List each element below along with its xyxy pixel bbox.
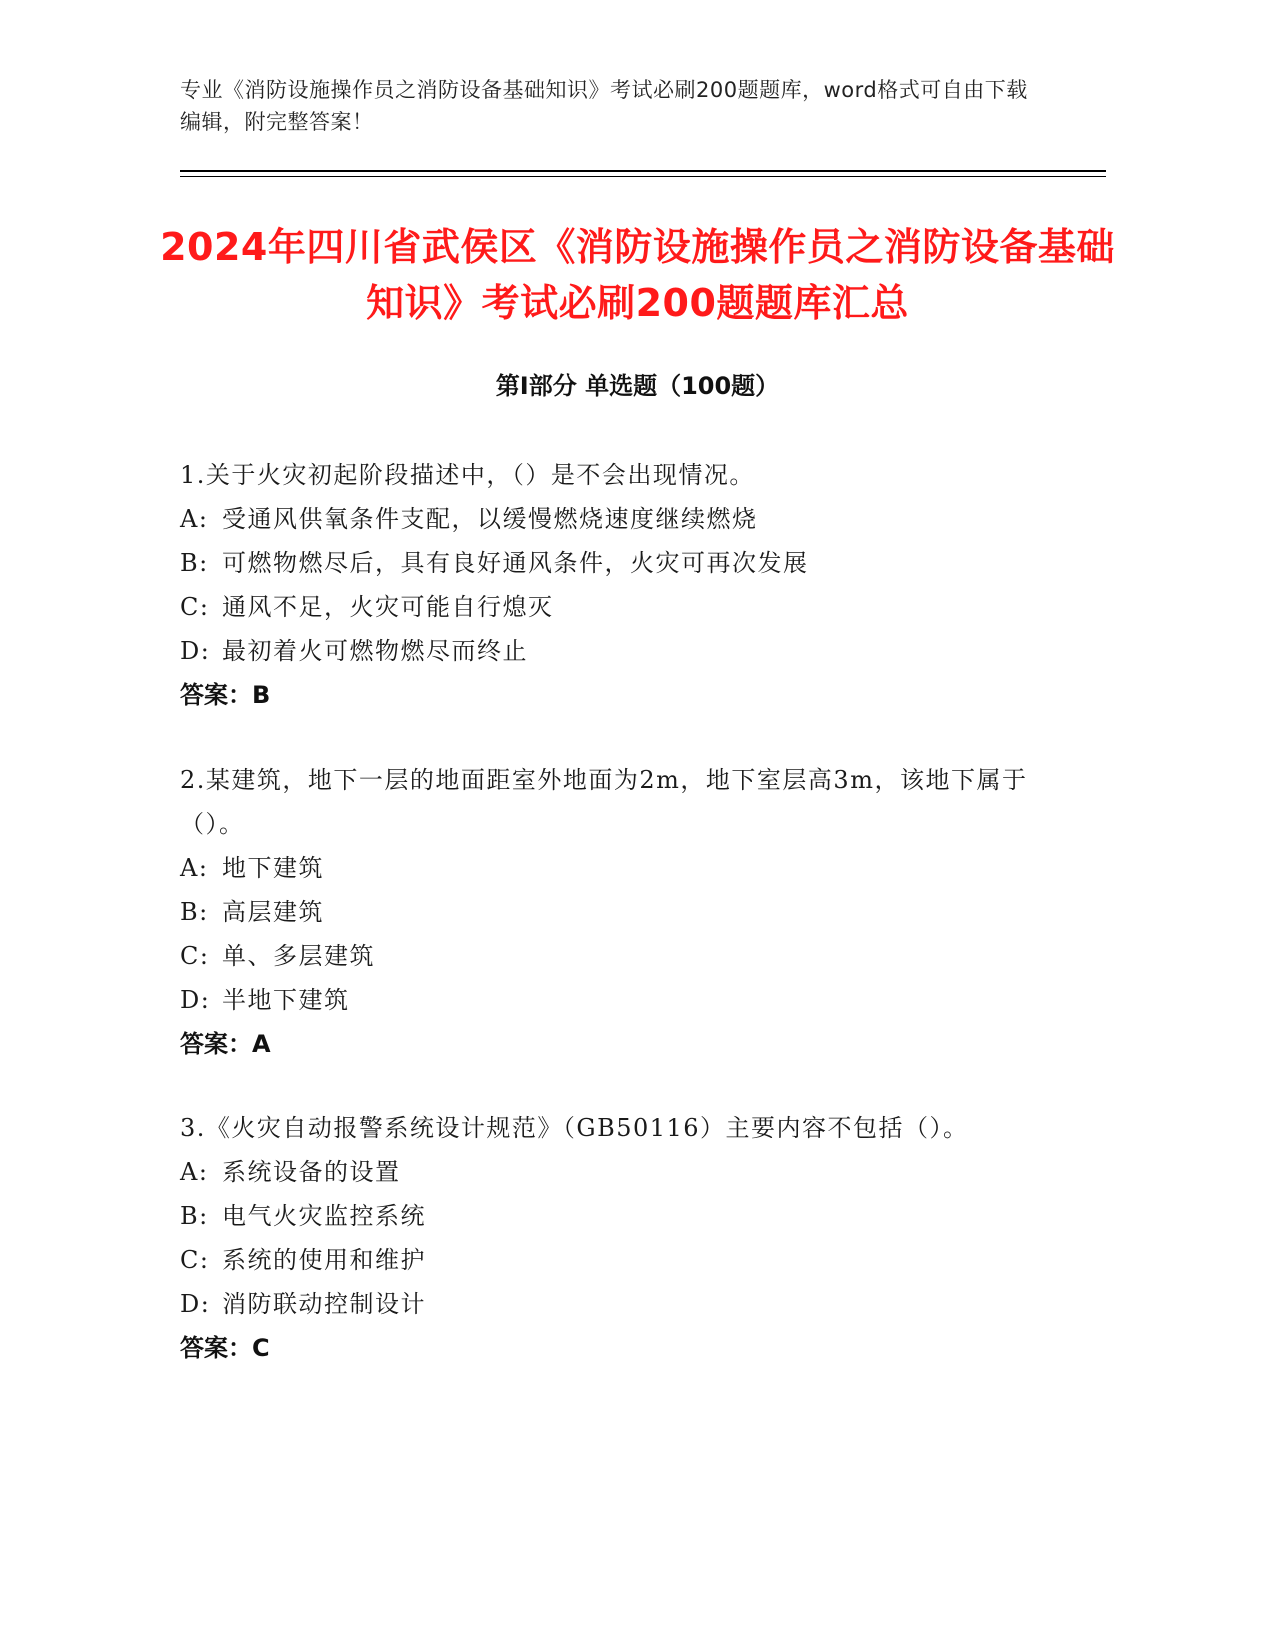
- option-key: D:: [180, 986, 211, 1014]
- section-title: 第I部分 单选题（100题）: [495, 372, 780, 400]
- option-a: [180, 1150, 1040, 1194]
- option-key: C:: [180, 1246, 210, 1274]
- option-key: C:: [180, 593, 210, 621]
- option-d: [180, 978, 1040, 1022]
- question-stem: 1.关于火灾初起阶段描述中，（）是不会出现情况。: [180, 461, 755, 489]
- option-text: 电气火灾监控系统: [222, 1202, 426, 1230]
- header-divider-thin: [180, 176, 1106, 177]
- option-d: [180, 1282, 1040, 1326]
- answer: 答案：A: [180, 1030, 271, 1058]
- option-a: [180, 846, 1040, 890]
- question-stem: 3.《火灾自动报警系统设计规范》（GB50116）主要内容不包括（）。: [180, 1114, 969, 1142]
- option-key: B:: [180, 549, 209, 577]
- option-text: 系统的使用和维护: [222, 1246, 426, 1274]
- answer: 答案：C: [180, 1334, 270, 1362]
- option-text: 最初着火可燃物燃尽而终止: [222, 637, 528, 665]
- answer: 答案：B: [180, 681, 271, 709]
- option-key: D:: [180, 637, 211, 665]
- option-text: 受通风供氧条件支配，以缓慢燃烧速度继续燃烧: [222, 505, 758, 533]
- option-b: [180, 541, 1040, 585]
- question-3: [180, 1106, 1040, 1370]
- option-c: [180, 934, 1040, 978]
- document-title: 2024年四川省武侯区《消防设施操作员之消防设备基础知识》考试必刷200题题库汇总: [160, 225, 1115, 325]
- option-text: 半地下建筑: [222, 986, 350, 1014]
- option-b: [180, 1194, 1040, 1238]
- option-key: A:: [180, 854, 209, 882]
- option-key: D:: [180, 1290, 211, 1318]
- option-text: 高层建筑: [222, 898, 324, 926]
- option-c: [180, 585, 1040, 629]
- option-key: A:: [180, 1158, 209, 1186]
- option-key: A:: [180, 505, 209, 533]
- question-1: [180, 453, 1040, 717]
- option-key: B:: [180, 1202, 209, 1230]
- question-2: [180, 758, 1040, 1066]
- option-text: 通风不足，火灾可能自行熄灭: [222, 593, 554, 621]
- option-text: 消防联动控制设计: [222, 1290, 426, 1318]
- option-text: 可燃物燃尽后，具有良好通风条件，火灾可再次发展: [222, 549, 809, 577]
- option-d: [180, 629, 1040, 673]
- header-divider-thick: [180, 170, 1106, 172]
- question-stem: 2.某建筑，地下一层的地面距室外地面为2m，地下室层高3m，该地下属于（）。: [180, 766, 1028, 838]
- option-a: [180, 497, 1040, 541]
- option-b: [180, 890, 1040, 934]
- option-key: B:: [180, 898, 209, 926]
- option-text: 地下建筑: [222, 854, 324, 882]
- option-key: C:: [180, 942, 210, 970]
- option-text: 单、多层建筑: [222, 942, 375, 970]
- header-note: 专业《消防设施操作员之消防设备基础知识》考试必刷200题题库，word格式可自由下载编辑，附完整答案！: [180, 78, 1028, 134]
- option-text: 系统设备的设置: [222, 1158, 401, 1186]
- option-c: [180, 1238, 1040, 1282]
